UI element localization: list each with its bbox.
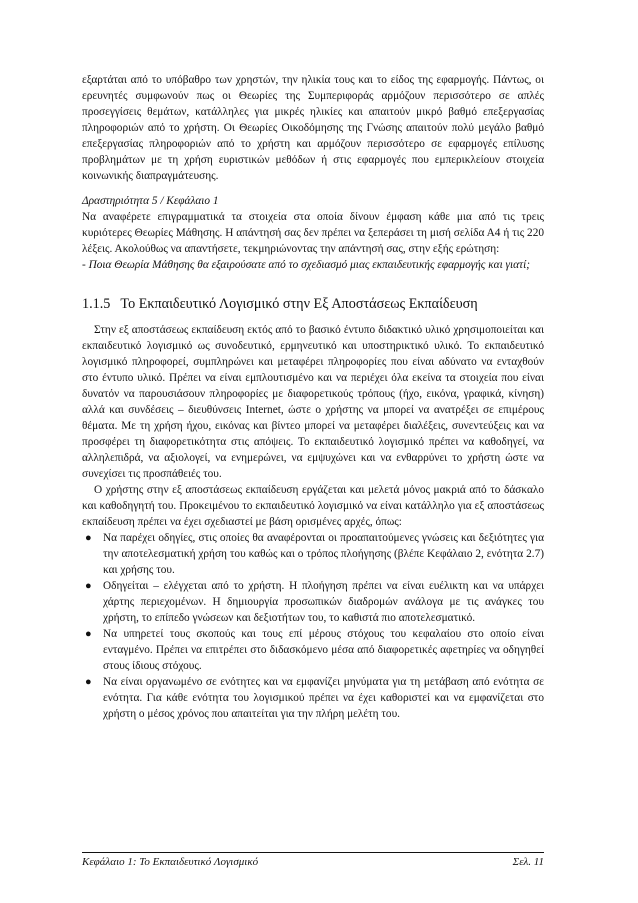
footer-chapter: Κεφάλαιο 1: Το Εκπαιδευτικό Λογισμικό: [82, 856, 259, 868]
spacer: [82, 184, 544, 193]
bullet-icon: ●: [85, 676, 92, 688]
section-number: 1.1.5: [82, 296, 111, 312]
list-item: [82, 578, 544, 626]
principles-list: [82, 530, 544, 722]
list-item: [82, 626, 544, 674]
list-item-text: Να είναι οργανωμένο σε ενότητες και να εμφανίζει μηνύματα για τη μετάβαση από ενότητα σε ενότητα. Για κάθε ενότητα του λογισμικού πρέπει να έχει καθοριστεί και να εμφανίζεται στο χρήστη ο μέσος χρόνος που απαιτείται για την πλήρη μελέτη του.: [103, 676, 544, 720]
activity-question: - Ποια Θεωρία Μάθησης θα εξαιρούσατε από το σχεδιασμό μιας εκπαιδευτικής εφαρμογής και γιατί;: [82, 259, 530, 271]
section-title: Το Εκπαιδευτικό Λογισμικό στην Εξ Αποστάσεως Εκπαίδευση: [120, 296, 478, 312]
bullet-icon: ●: [85, 532, 92, 544]
list-item: [82, 530, 544, 578]
page-content: [82, 72, 544, 722]
list-item: [82, 674, 544, 722]
page-footer: [82, 852, 544, 868]
list-item-text: Οδηγείται – ελέγχεται από το χρήστη. Η πλοήγηση πρέπει να είναι ευέλικτη και να υπάρχει χάρτης περιεχομένων. Η δημιουργία προσωπικών διαδρομών ανάλογα με τις ανάγκες του χρήστη, το επίπεδο γνώσεων και δεξιοτήτων του, το καθιστά πιο αποτελεσματικό.: [103, 580, 544, 624]
list-item-text: Να υπηρετεί τους σκοπούς και τους επί μέρους στόχους του κεφαλαίου στο οποίο είναι ενταγμένο. Πρέπει να επιτρέπει στο διδασκόμενο μέσα από διαφορετικές αφετηρίες να οδηγηθεί στους ίδιους στόχους.: [103, 628, 544, 672]
activity-title: Δραστηριότητα 5 / Κεφάλαιο 1: [82, 195, 219, 207]
list-item-text: Να παρέχει οδηγίες, στις οποίες θα αναφέρονται οι προαπαιτούμενες γνώσεις και δεξιότητες για την αποτελεσματική χρήση του καθώς και ο τρόπος πλοήγησης (βλέπε Κεφάλαιο 2, ενότητα 2.7) και χρήσης του.: [103, 532, 544, 576]
section-heading: [82, 294, 544, 314]
activity-box: [82, 193, 544, 273]
intro-paragraph: εξαρτάται από το υπόβαθρο των χρηστών, την ηλικία τους και το είδος της εφαρμογής. Πάντως, οι ερευνητές συμφωνούν πως οι Θεωρίες της Συμπεριφοράς αρμόζουν περισσότερο σε απλές προσεγγίσεις θεμάτων, κατάλληλες για μικρές ηλικίες και απαιτούν μικρό βαθμό επεξεργασίας πληροφοριών από το χρήστη. Οι Θεωρίες Οικοδόμησης της Γνώσης απαιτούν πολύ μεγάλο βαθμό επεξεργασίας πληροφοριών από το χρήστη και αρμόζουν περισσότερο σε εφαρμογές επίλυσης προβλημάτων με τη χρήση ευριστικών μεθόδων ή στις εφαρμογές που εμπερικλείουν στοιχεία κοινωνικής διαπραγμάτευσης.: [82, 74, 544, 182]
footer-page-number: Σελ. 11: [512, 856, 544, 868]
bullet-icon: ●: [85, 580, 92, 592]
section-paragraph-1: Στην εξ αποστάσεως εκπαίδευση εκτός από το βασικό έντυπο διδακτικό υλικό χρησιμοποιείται και εκπαιδευτικό λογισμικό ως συνοδευτικό, ερμηνευτικό και υποστηρικτικό υλικό. Το εκπαιδευτικό λογισμικό πληροφορεί, συμπληρώνει και μεταφέρει πληροφορίες που είναι αδύνατο να ενταχθούν στο έντυπο υλικό. Πρέπει να είναι εμπλουτισμένο και να περιέχει όλα εκείνα τα στοιχεία που είναι δυνατόν να παρουσιάσουν πληροφορίες με διαφορετικούς τρόπους (ήχο, εικόνα, γραφικά, κίνηση) αλλά και συνδέσεις – διευθύνσεις Internet, ώστε ο χρήστης να μπορεί να ανατρέξει σε επιμέρους θέματα. Με τη χρήση ήχου, εικόνας και βίντεο μπορεί να μεταφέρει διαλέξεις, συνεντεύξεις και να προσφέρει τη διαφορετικότητα στις απόψεις. Το εκπαιδευτικό λογισμικό πρέπει να καθοδηγεί, να αλληλεπιδρά, να αξιολογεί, να ενημερώνει, να εμψυχώνει και να ενθαρρύνει το χρήστη ώστε να συνεχίσει τις προσπάθειές του.: [82, 324, 544, 480]
bullet-icon: ●: [85, 628, 92, 640]
activity-body: Να αναφέρετε επιγραμματικά τα στοιχεία στα οποία δίνουν έμφαση κάθε μια από τις τρεις κυριότερες Θεωρίες Μάθησης. Η απάντησή σας δεν πρέπει να ξεπεράσει τη μισή σελίδα Α4 ή τις 220 λέξεις. Ακολούθως να απαντήσετε, τεκμηριώνοντας την απάντησή σας, στην εξής ερώτηση:: [82, 211, 544, 255]
section-paragraph-2: Ο χρήστης στην εξ αποστάσεως εκπαίδευση εργάζεται και μελετά μόνος μακριά από το δάσκαλο και καθοδηγητή του. Προκειμένου το εκπαιδευτικό λογισμικό να είναι κατάλληλο για εξ αποστάσεως εκπαίδευση πρέπει να έχει σχεδιαστεί με βάση ορισμένες αρχές, όπως:: [82, 484, 544, 528]
